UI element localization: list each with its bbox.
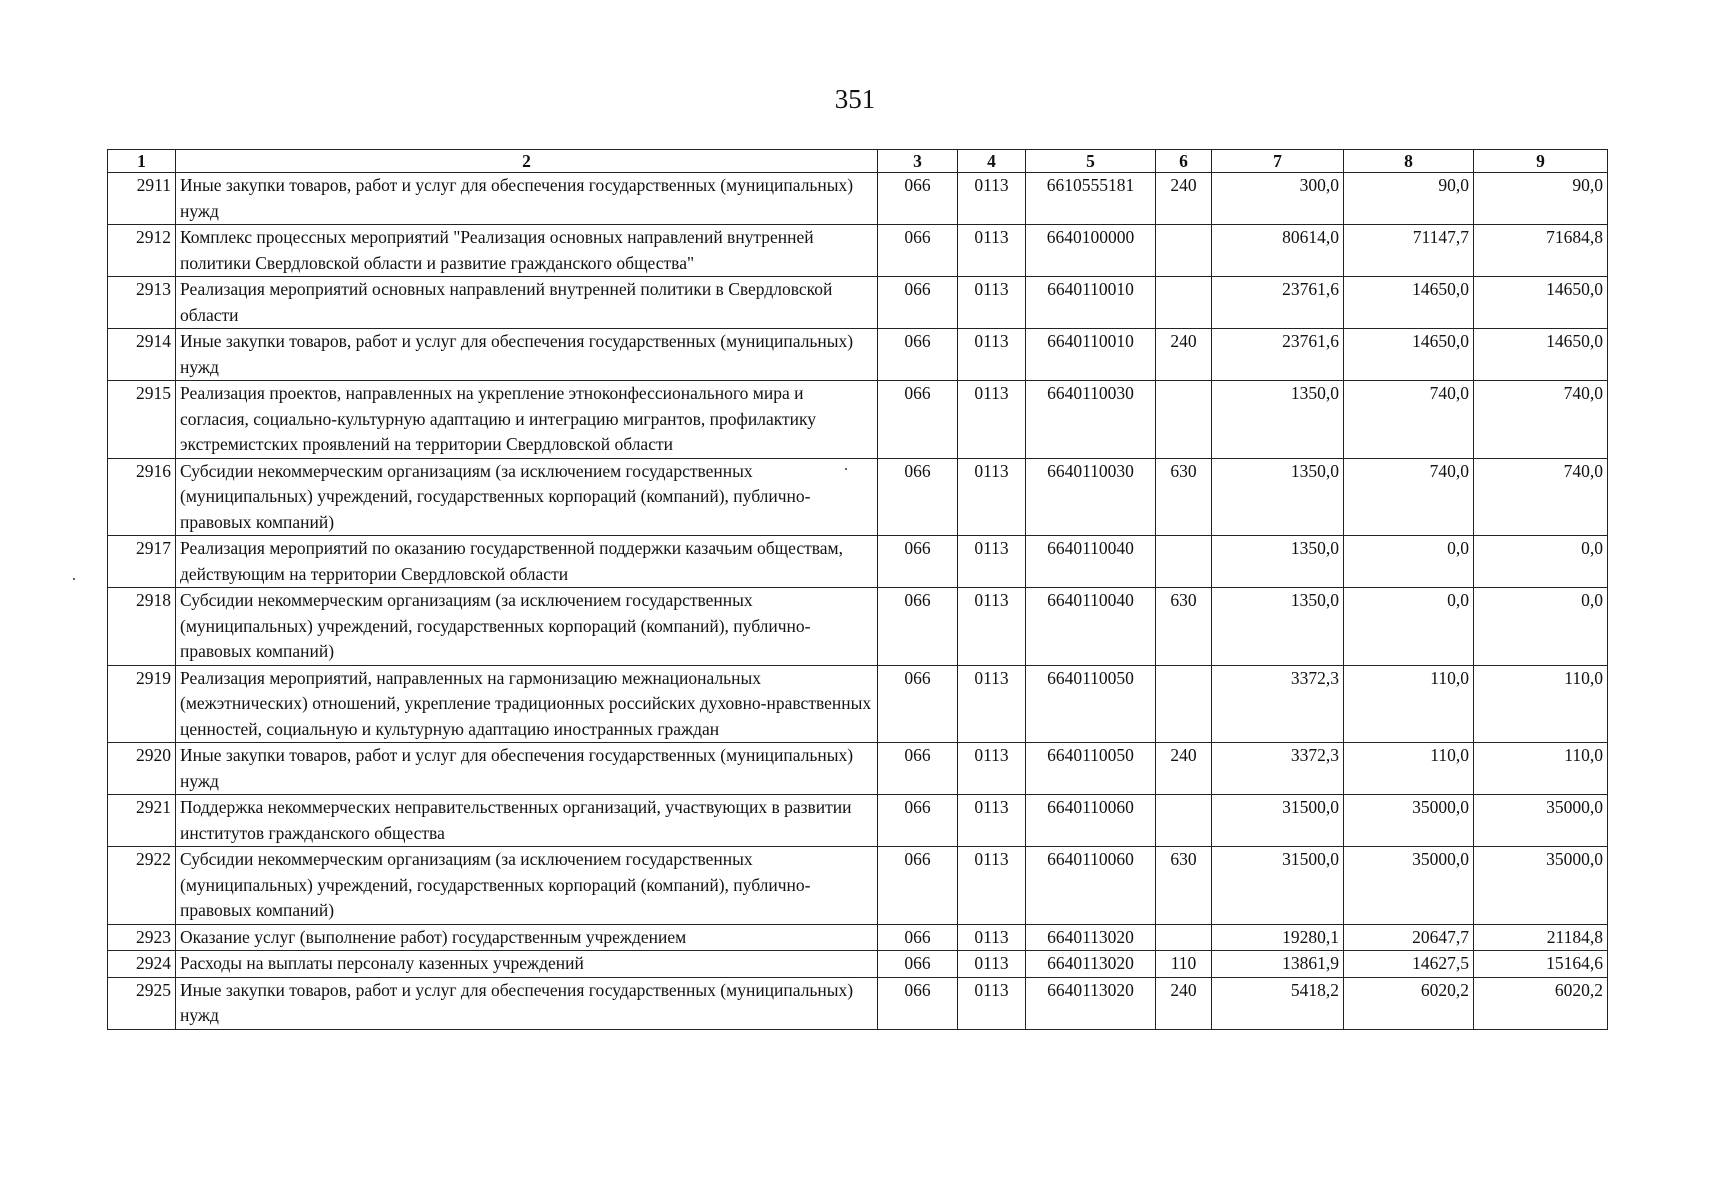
- row-code-6: 630: [1156, 458, 1212, 536]
- row-description: Иные закупки товаров, работ и услуг для обеспечения государственных (муниципальных) нужд: [176, 743, 878, 795]
- row-code-4: 0113: [958, 277, 1026, 329]
- row-code-4: 0113: [958, 458, 1026, 536]
- row-amount-8: 14650,0: [1344, 329, 1474, 381]
- row-description: Расходы на выплаты персоналу казенных учреждений: [176, 951, 878, 978]
- row-description: Реализация проектов, направленных на укрепление этноконфессионального мира и согласия, социально-культурную адаптацию и интеграцию мигрантов, профилактику экстремистских проявлений на территории Свердловской области: [176, 381, 878, 459]
- scan-speck: [845, 468, 847, 470]
- row-amount-7: 300,0: [1212, 173, 1344, 225]
- row-amount-7: 80614,0: [1212, 225, 1344, 277]
- row-amount-7: 19280,1: [1212, 924, 1344, 951]
- row-amount-7: 5418,2: [1212, 977, 1344, 1029]
- row-amount-8: 6020,2: [1344, 977, 1474, 1029]
- row-code-3: 066: [878, 225, 958, 277]
- header-cell: 5: [1026, 150, 1156, 173]
- row-amount-9: 21184,8: [1474, 924, 1608, 951]
- row-code-3: 066: [878, 795, 958, 847]
- row-code-5: 6640110040: [1026, 588, 1156, 666]
- row-number: 2915: [108, 381, 176, 459]
- row-amount-8: 0,0: [1344, 588, 1474, 666]
- row-code-3: 066: [878, 381, 958, 459]
- header-cell: 2: [176, 150, 878, 173]
- row-amount-9: 0,0: [1474, 588, 1608, 666]
- row-amount-8: 0,0: [1344, 536, 1474, 588]
- row-code-5: 6640110050: [1026, 743, 1156, 795]
- table-row: [108, 458, 1608, 536]
- row-amount-9: 0,0: [1474, 536, 1608, 588]
- header-cell: 8: [1344, 150, 1474, 173]
- row-code-5: 6640110050: [1026, 665, 1156, 743]
- table-row: [108, 795, 1608, 847]
- row-code-6: [1156, 381, 1212, 459]
- table-row: [108, 225, 1608, 277]
- table-row: [108, 173, 1608, 225]
- row-description: Поддержка некоммерческих неправительственных организаций, участвующих в развитии институтов гражданского общества: [176, 795, 878, 847]
- table-row: [108, 924, 1608, 951]
- row-code-5: 6640110030: [1026, 458, 1156, 536]
- row-code-6: 110: [1156, 951, 1212, 978]
- row-amount-8: 14650,0: [1344, 277, 1474, 329]
- row-description: Иные закупки товаров, работ и услуг для обеспечения государственных (муниципальных) нужд: [176, 173, 878, 225]
- table-row: [108, 665, 1608, 743]
- row-code-4: 0113: [958, 536, 1026, 588]
- header-cell: 1: [108, 150, 176, 173]
- row-amount-9: 15164,6: [1474, 951, 1608, 978]
- row-code-3: 066: [878, 743, 958, 795]
- row-amount-8: 35000,0: [1344, 795, 1474, 847]
- row-number: 2925: [108, 977, 176, 1029]
- row-code-4: 0113: [958, 225, 1026, 277]
- header-row: [108, 150, 1608, 173]
- row-amount-7: 23761,6: [1212, 329, 1344, 381]
- row-amount-9: 110,0: [1474, 743, 1608, 795]
- row-code-3: 066: [878, 951, 958, 978]
- table-row: [108, 588, 1608, 666]
- row-number: 2924: [108, 951, 176, 978]
- row-code-6: 240: [1156, 743, 1212, 795]
- row-code-4: 0113: [958, 951, 1026, 978]
- row-amount-7: 13861,9: [1212, 951, 1344, 978]
- table-row: [108, 329, 1608, 381]
- row-number: 2919: [108, 665, 176, 743]
- row-code-4: 0113: [958, 924, 1026, 951]
- table-row: [108, 381, 1608, 459]
- row-amount-9: 740,0: [1474, 458, 1608, 536]
- row-code-6: 240: [1156, 329, 1212, 381]
- row-amount-8: 110,0: [1344, 743, 1474, 795]
- row-code-5: 6640110010: [1026, 329, 1156, 381]
- row-amount-9: 110,0: [1474, 665, 1608, 743]
- row-description: Комплекс процессных мероприятий "Реализация основных направлений внутренней политики Свердловской области и развитие гражданского общества": [176, 225, 878, 277]
- row-description: Субсидии некоммерческим организациям (за исключением государственных (муниципальных) учреждений, государственных корпораций (компаний), публично-правовых компаний): [176, 458, 878, 536]
- row-number: 2913: [108, 277, 176, 329]
- row-code-6: 240: [1156, 977, 1212, 1029]
- header-cell: 6: [1156, 150, 1212, 173]
- row-code-5: 6640110060: [1026, 847, 1156, 925]
- row-amount-7: 23761,6: [1212, 277, 1344, 329]
- row-code-4: 0113: [958, 977, 1026, 1029]
- row-code-3: 066: [878, 458, 958, 536]
- row-number: 2916: [108, 458, 176, 536]
- row-number: 2918: [108, 588, 176, 666]
- row-amount-7: 3372,3: [1212, 743, 1344, 795]
- row-amount-9: 71684,8: [1474, 225, 1608, 277]
- table-row: [108, 277, 1608, 329]
- table-row: [108, 743, 1608, 795]
- row-description: Оказание услуг (выполнение работ) государственным учреждением: [176, 924, 878, 951]
- row-description: Иные закупки товаров, работ и услуг для обеспечения государственных (муниципальных) нужд: [176, 977, 878, 1029]
- table-row: [108, 847, 1608, 925]
- row-amount-7: 1350,0: [1212, 458, 1344, 536]
- row-code-4: 0113: [958, 588, 1026, 666]
- row-number: 2912: [108, 225, 176, 277]
- page-number: 351: [834, 84, 876, 114]
- row-amount-9: 90,0: [1474, 173, 1608, 225]
- row-number: 2923: [108, 924, 176, 951]
- row-amount-7: 1350,0: [1212, 588, 1344, 666]
- row-code-3: 066: [878, 924, 958, 951]
- budget-table: [107, 149, 1608, 1030]
- row-amount-8: 14627,5: [1344, 951, 1474, 978]
- row-amount-9: 35000,0: [1474, 795, 1608, 847]
- row-amount-9: 14650,0: [1474, 329, 1608, 381]
- row-code-4: 0113: [958, 329, 1026, 381]
- row-code-4: 0113: [958, 173, 1026, 225]
- row-description: Субсидии некоммерческим организациям (за исключением государственных (муниципальных) учреждений, государственных корпораций (компаний), публично-правовых компаний): [176, 847, 878, 925]
- row-code-5: 6640110030: [1026, 381, 1156, 459]
- table-row: [108, 977, 1608, 1029]
- row-code-5: 6610555181: [1026, 173, 1156, 225]
- row-number: 2922: [108, 847, 176, 925]
- header-cell: 4: [958, 150, 1026, 173]
- row-code-5: 6640110040: [1026, 536, 1156, 588]
- row-amount-7: 1350,0: [1212, 381, 1344, 459]
- table-row: [108, 951, 1608, 978]
- row-code-6: [1156, 665, 1212, 743]
- row-code-3: 066: [878, 665, 958, 743]
- row-amount-9: 35000,0: [1474, 847, 1608, 925]
- row-number: 2914: [108, 329, 176, 381]
- row-number: 2921: [108, 795, 176, 847]
- row-code-5: 6640110010: [1026, 277, 1156, 329]
- row-code-6: 630: [1156, 847, 1212, 925]
- row-description: Иные закупки товаров, работ и услуг для обеспечения государственных (муниципальных) нужд: [176, 329, 878, 381]
- row-code-3: 066: [878, 277, 958, 329]
- row-code-3: 066: [878, 536, 958, 588]
- scan-speck: [73, 578, 75, 580]
- header-cell: 7: [1212, 150, 1344, 173]
- row-amount-8: 110,0: [1344, 665, 1474, 743]
- row-code-3: 066: [878, 977, 958, 1029]
- row-number: 2920: [108, 743, 176, 795]
- row-code-6: [1156, 277, 1212, 329]
- header-cell: 3: [878, 150, 958, 173]
- row-description: Реализация мероприятий по оказанию государственной поддержки казачьим обществам, действующим на территории Свердловской области: [176, 536, 878, 588]
- row-number: 2917: [108, 536, 176, 588]
- row-number: 2911: [108, 173, 176, 225]
- row-code-5: 6640100000: [1026, 225, 1156, 277]
- row-code-3: 066: [878, 847, 958, 925]
- row-amount-9: 740,0: [1474, 381, 1608, 459]
- row-code-5: 6640113020: [1026, 924, 1156, 951]
- row-code-6: [1156, 795, 1212, 847]
- row-code-5: 6640110060: [1026, 795, 1156, 847]
- row-amount-7: 1350,0: [1212, 536, 1344, 588]
- row-amount-7: 3372,3: [1212, 665, 1344, 743]
- row-code-5: 6640113020: [1026, 977, 1156, 1029]
- row-code-6: 240: [1156, 173, 1212, 225]
- row-code-6: [1156, 924, 1212, 951]
- row-code-3: 066: [878, 173, 958, 225]
- header-cell: 9: [1474, 150, 1608, 173]
- row-description: Субсидии некоммерческим организациям (за исключением государственных (муниципальных) учреждений, государственных корпораций (компаний), публично-правовых компаний): [176, 588, 878, 666]
- row-amount-9: 14650,0: [1474, 277, 1608, 329]
- row-amount-8: 740,0: [1344, 458, 1474, 536]
- row-code-4: 0113: [958, 795, 1026, 847]
- row-amount-8: 90,0: [1344, 173, 1474, 225]
- row-amount-7: 31500,0: [1212, 847, 1344, 925]
- row-code-4: 0113: [958, 847, 1026, 925]
- row-code-4: 0113: [958, 665, 1026, 743]
- row-code-4: 0113: [958, 381, 1026, 459]
- row-code-3: 066: [878, 588, 958, 666]
- row-amount-8: 71147,7: [1344, 225, 1474, 277]
- row-code-5: 6640113020: [1026, 951, 1156, 978]
- row-code-4: 0113: [958, 743, 1026, 795]
- row-description: Реализация мероприятий, направленных на гармонизацию межнациональных (межэтнических) отношений, укрепление традиционных российских духовно-нравственных ценностей, социальную и культурную адаптацию иностранных граждан: [176, 665, 878, 743]
- row-description: Реализация мероприятий основных направлений внутренней политики в Свердловской области: [176, 277, 878, 329]
- row-amount-8: 35000,0: [1344, 847, 1474, 925]
- row-code-6: 630: [1156, 588, 1212, 666]
- row-amount-9: 6020,2: [1474, 977, 1608, 1029]
- row-amount-7: 31500,0: [1212, 795, 1344, 847]
- table-row: [108, 536, 1608, 588]
- row-amount-8: 20647,7: [1344, 924, 1474, 951]
- row-code-3: 066: [878, 329, 958, 381]
- row-code-6: [1156, 225, 1212, 277]
- row-code-6: [1156, 536, 1212, 588]
- row-amount-8: 740,0: [1344, 381, 1474, 459]
